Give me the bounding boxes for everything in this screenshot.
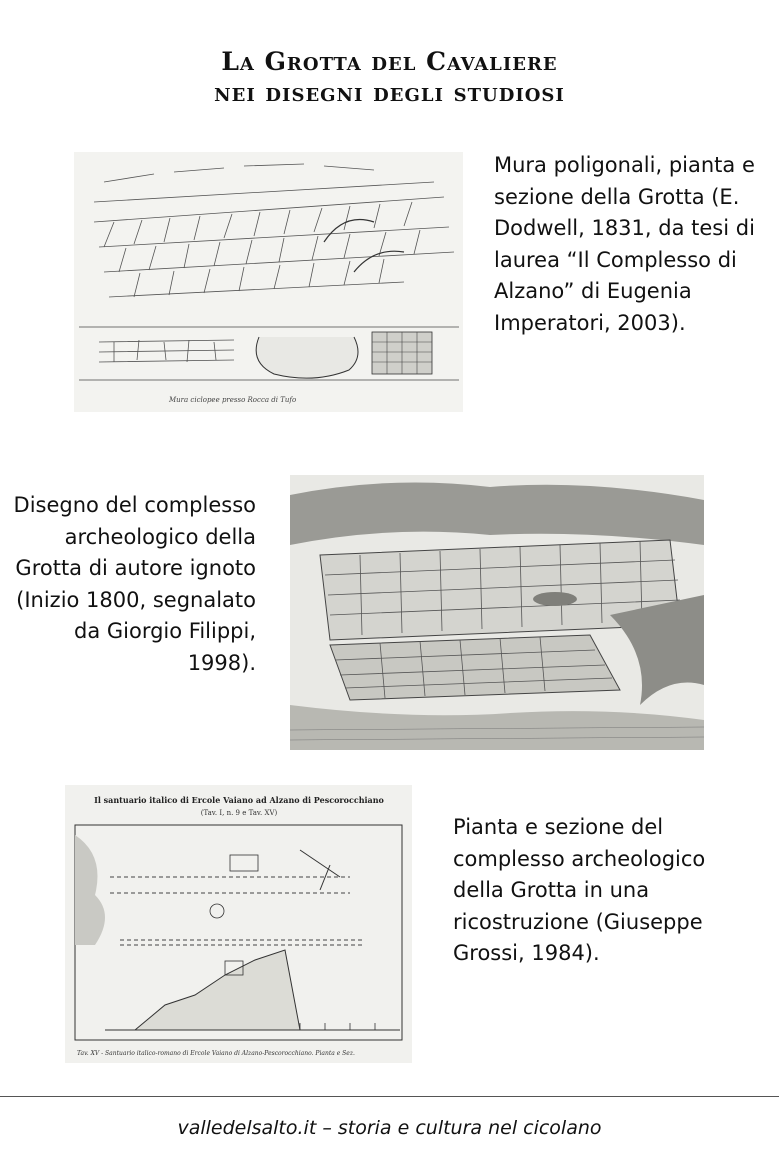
plan-heading: Il santuario italico di Ercole Vaiano ad Alzano di Pescorocchiano — [94, 795, 384, 805]
page-title — [0, 46, 779, 108]
footer-divider — [0, 1096, 779, 1097]
anonymous-engraving-sketch — [290, 475, 704, 750]
dodwell-drawing — [74, 152, 463, 412]
dodwell-caption: Mura poligonali, pianta e sezione della Grotta (E. Dodwell, 1831, da tesi di laurea “Il Complesso di Alzano” di Eugenia Imperatori, 2003). — [494, 153, 755, 335]
title-line-2: nei disegni degli studiosi — [214, 78, 565, 107]
grossi-plan — [65, 785, 412, 1063]
anonymous-engraving — [290, 475, 704, 750]
title-line-1: La Grotta del Cavaliere — [221, 47, 558, 76]
anonymous-drawing-caption: Disegno del complesso archeologico della Grotta di autore ignoto (Inizio 1800, segnalato da Giorgio Filippi, 1998). — [13, 493, 256, 675]
grossi-plan-sketch — [65, 785, 412, 1063]
dodwell-signature: Mura ciclopee presso Rocca di Tufo — [169, 396, 297, 404]
plan-footer: Tav. XV - Santuario italico-romano di Ercole Vaiano di Alzano-Pescorocchiano. Pianta e Sez. — [77, 1050, 355, 1057]
dodwell-drawing-sketch — [74, 152, 463, 412]
plan-subheading: (Tav. I, n. 9 e Tav. XV) — [200, 809, 278, 817]
footer-credit: valledelsalto.it – storia e cultura nel cicolano — [177, 1117, 602, 1139]
grossi-caption: Pianta e sezione del complesso archeologico della Grotta in una ricostruzione (Giuseppe Grossi, 1984). — [453, 815, 706, 965]
